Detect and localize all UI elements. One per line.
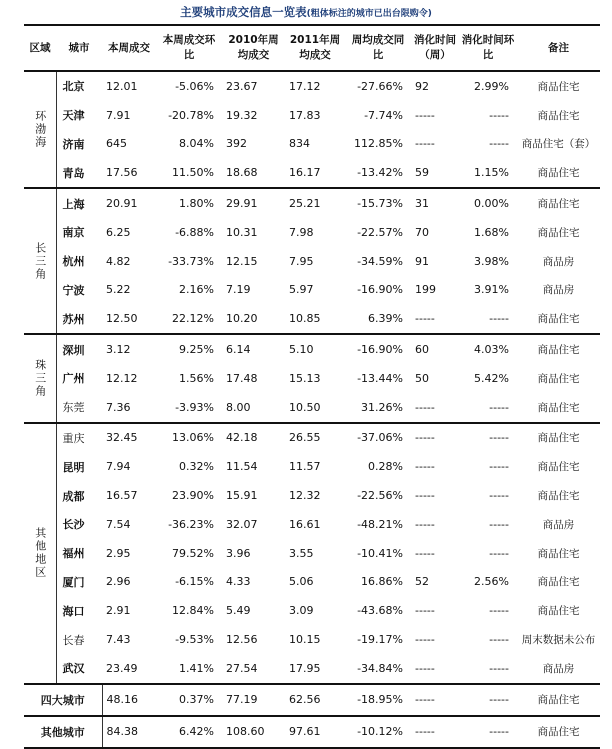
header-city: 城市	[68, 41, 90, 54]
week-volume-cell: 4.82	[106, 254, 131, 268]
avg-yoy-cell: -22.57%	[357, 225, 403, 239]
header-avg-2011: 2011年周均成交	[289, 34, 341, 61]
avg-2011-cell: 11.57	[289, 460, 321, 474]
header-row	[24, 25, 600, 71]
table-row	[24, 130, 600, 159]
digest-change-cell: -----	[489, 489, 509, 503]
week-volume-cell: 12.50	[102, 304, 156, 334]
avg-2010-cell: 12.15	[226, 254, 258, 268]
header-week-change: 本周成交环比	[162, 34, 216, 61]
digest-change-cell: 3.98%	[474, 254, 509, 268]
avg-2010-cell: 392	[226, 137, 247, 151]
note-cell: 商品住宅	[537, 605, 580, 618]
digest-change-cell: -----	[459, 684, 517, 716]
week-volume-cell: 7.91	[106, 108, 131, 122]
avg-2010-cell: 5.49	[226, 604, 251, 618]
avg-2010-cell: 4.33	[226, 575, 251, 589]
digest-weeks-cell: 199	[415, 283, 436, 297]
table-row	[24, 158, 600, 188]
digest-change-cell: 4.03%	[474, 343, 509, 357]
avg-2011-cell: 17.12	[289, 79, 321, 93]
note-cell: 商品住宅	[537, 547, 580, 560]
week-change-cell: -6.15%	[175, 575, 214, 589]
header-region: 区域	[29, 41, 51, 54]
avg-2010-cell: 19.32	[226, 108, 258, 122]
week-change-cell: 22.12%	[156, 304, 222, 334]
avg-2010-cell: 8.00	[222, 393, 285, 423]
avg-2011-cell: 16.61	[289, 517, 321, 531]
avg-yoy-cell: -27.66%	[357, 79, 403, 93]
digest-change-cell: 3.91%	[474, 283, 509, 297]
avg-2010-cell: 32.07	[226, 517, 258, 531]
avg-yoy-cell: 6.39%	[345, 304, 411, 334]
digest-weeks-cell: -----	[411, 716, 459, 748]
avg-yoy-cell: -18.95%	[345, 684, 411, 716]
city-name: 长沙	[62, 518, 85, 532]
table-row	[24, 188, 600, 218]
digest-weeks-cell: 92	[415, 79, 429, 93]
digest-weeks-cell: -----	[411, 684, 459, 716]
note-cell: 商品住宅	[517, 684, 600, 716]
avg-2010-cell: 10.31	[226, 225, 258, 239]
week-volume-cell: 23.49	[102, 654, 156, 684]
note-cell: 商品房	[542, 518, 575, 531]
week-change-cell: -33.73%	[168, 254, 214, 268]
table-row	[24, 539, 600, 568]
header-avg-yoy: 周均成交同比	[351, 34, 405, 61]
week-volume-cell: 48.16	[102, 684, 156, 716]
digest-weeks-cell: 70	[415, 225, 429, 239]
avg-2011-cell: 10.15	[289, 633, 321, 647]
table-row	[24, 423, 600, 453]
note-cell: 商品房	[542, 284, 575, 297]
digest-change-cell: -----	[459, 393, 517, 423]
city-name: 长春	[62, 633, 85, 647]
week-change-cell: 0.37%	[156, 684, 222, 716]
summary-label: 四大城市	[24, 684, 102, 716]
digest-weeks-cell: -----	[415, 137, 435, 151]
city-name: 杭州	[62, 255, 85, 269]
city-name: 成都	[62, 489, 85, 503]
digest-change-cell: -----	[459, 716, 517, 748]
avg-2010-cell: 29.91	[226, 197, 258, 211]
digest-weeks-cell: -----	[411, 304, 459, 334]
note-cell: 商品住宅	[537, 372, 580, 385]
table-row	[24, 481, 600, 510]
avg-yoy-cell: -48.21%	[357, 517, 403, 531]
city-name: 福州	[62, 547, 85, 561]
digest-change-cell: 2.99%	[474, 79, 509, 93]
avg-2010-cell: 10.20	[222, 304, 285, 334]
digest-change-cell: -----	[489, 604, 509, 618]
city-name: 天津	[62, 109, 85, 123]
note-cell: 商品住宅	[537, 344, 580, 357]
digest-change-cell: -----	[459, 654, 517, 684]
header-digest-change: 消化时间环比	[461, 34, 515, 61]
avg-2010-cell: 77.19	[222, 684, 285, 716]
avg-2011-cell: 97.61	[285, 716, 345, 748]
week-change-cell: -6.88%	[175, 225, 214, 239]
digest-change-cell: -----	[489, 108, 509, 122]
digest-weeks-cell: 50	[415, 371, 429, 385]
digest-change-cell: 2.56%	[474, 575, 509, 589]
week-change-cell: -20.78%	[168, 108, 214, 122]
digest-weeks-cell: 59	[411, 158, 459, 188]
note-cell: 商品住宅	[537, 432, 580, 445]
table-row	[24, 393, 600, 423]
table-row	[24, 276, 600, 305]
week-volume-cell: 645	[106, 137, 127, 151]
week-change-cell: -5.06%	[175, 79, 214, 93]
table-title	[0, 4, 612, 20]
avg-yoy-cell: 16.86%	[361, 575, 403, 589]
city-name: 北京	[62, 80, 85, 94]
week-volume-cell: 16.57	[106, 489, 138, 503]
week-volume-cell: 3.12	[106, 343, 131, 357]
avg-yoy-cell: -16.90%	[357, 283, 403, 297]
avg-2010-cell: 17.48	[226, 371, 258, 385]
city-name: 广州	[62, 372, 85, 386]
city-name: 宁波	[62, 283, 85, 297]
digest-change-cell: -----	[489, 460, 509, 474]
city-name: 深圳	[62, 343, 85, 357]
avg-2011-cell: 834	[289, 137, 310, 151]
table-row	[24, 364, 600, 393]
note-cell: 商品房	[517, 654, 600, 684]
table-row	[24, 596, 600, 625]
summary-label: 其他城市	[24, 716, 102, 748]
week-volume-cell: 2.91	[106, 604, 131, 618]
avg-yoy-cell: -7.74%	[364, 108, 403, 122]
avg-2011-cell: 5.06	[289, 575, 314, 589]
week-change-cell: 23.90%	[172, 489, 214, 503]
region-label: 长三角	[24, 188, 56, 334]
digest-weeks-cell: 52	[415, 575, 429, 589]
region-label: 珠三角	[24, 334, 56, 422]
summary-row	[24, 684, 600, 716]
week-volume-cell: 6.25	[106, 225, 131, 239]
city-name: 东莞	[56, 393, 102, 423]
note-cell: 商品住宅	[517, 716, 600, 748]
week-volume-cell: 5.22	[106, 283, 131, 297]
avg-2011-cell: 15.13	[289, 371, 321, 385]
avg-2011-cell: 3.09	[289, 604, 314, 618]
avg-2011-cell: 26.55	[289, 431, 321, 445]
digest-weeks-cell: -----	[415, 108, 435, 122]
digest-change-cell: -----	[489, 546, 509, 560]
summary-row	[24, 716, 600, 748]
week-volume-cell: 2.95	[106, 546, 131, 560]
avg-2011-cell: 25.21	[289, 197, 321, 211]
week-volume-cell: 17.56	[102, 158, 156, 188]
week-volume-cell: 20.91	[106, 197, 138, 211]
digest-weeks-cell: -----	[415, 489, 435, 503]
table-row	[24, 304, 600, 334]
digest-change-cell: -----	[459, 304, 517, 334]
week-change-cell: 12.84%	[172, 604, 214, 618]
avg-yoy-cell: -10.12%	[345, 716, 411, 748]
header-digest-weeks: 消化时间（周）	[414, 34, 456, 61]
table-row	[24, 218, 600, 247]
week-volume-cell: 32.45	[106, 431, 138, 445]
digest-weeks-cell: -----	[415, 517, 435, 531]
digest-change-cell: 0.00%	[474, 197, 509, 211]
city-name: 重庆	[62, 431, 85, 445]
note-cell: 商品房	[542, 255, 575, 268]
week-volume-cell: 7.94	[106, 460, 131, 474]
avg-2011-cell: 5.10	[289, 343, 314, 357]
avg-2010-cell: 23.67	[226, 79, 258, 93]
city-name: 济南	[62, 137, 85, 151]
avg-2010-cell: 15.91	[226, 489, 258, 503]
avg-yoy-cell: -13.42%	[345, 158, 411, 188]
city-name: 海口	[62, 604, 85, 618]
avg-2011-cell: 10.50	[285, 393, 345, 423]
avg-yoy-cell: -13.44%	[357, 371, 403, 385]
digest-change-cell: -----	[489, 517, 509, 531]
avg-yoy-cell: -19.17%	[357, 633, 403, 647]
avg-yoy-cell: -10.41%	[357, 546, 403, 560]
digest-weeks-cell: -----	[415, 460, 435, 474]
city-name: 厦门	[62, 575, 85, 589]
week-change-cell: 0.32%	[179, 460, 214, 474]
week-change-cell: 13.06%	[172, 431, 214, 445]
header-avg-2010: 2010年周均成交	[228, 34, 279, 61]
table-row	[24, 510, 600, 539]
region-label: 其他地区	[24, 423, 56, 684]
avg-2011-cell: 3.55	[289, 546, 314, 560]
week-volume-cell: 2.96	[106, 575, 131, 589]
digest-change-cell: -----	[489, 137, 509, 151]
note-cell: 商品住宅	[517, 158, 600, 188]
week-change-cell: 1.41%	[156, 654, 222, 684]
week-change-cell: 2.16%	[179, 283, 214, 297]
avg-2010-cell: 108.60	[222, 716, 285, 748]
title-text: 主要城市成交信息一览表	[180, 5, 307, 19]
avg-yoy-cell: -37.06%	[357, 431, 403, 445]
week-volume-cell: 84.38	[102, 716, 156, 748]
note-cell: 商品住宅	[537, 80, 580, 93]
avg-yoy-cell: -34.59%	[357, 254, 403, 268]
avg-yoy-cell: 31.26%	[345, 393, 411, 423]
digest-weeks-cell: -----	[411, 654, 459, 684]
avg-2010-cell: 7.19	[226, 283, 251, 297]
week-change-cell: 1.80%	[179, 197, 214, 211]
table-row	[24, 568, 600, 597]
week-change-cell: 79.52%	[172, 546, 214, 560]
avg-2011-cell: 7.98	[289, 225, 314, 239]
week-change-cell: -36.23%	[168, 517, 214, 531]
week-change-cell: -9.53%	[175, 633, 214, 647]
week-change-cell: 8.04%	[179, 137, 214, 151]
note-cell: 商品住宅	[517, 393, 600, 423]
avg-yoy-cell: -34.84%	[345, 654, 411, 684]
week-volume-cell: 12.01	[106, 79, 138, 93]
avg-2011-cell: 17.83	[289, 108, 321, 122]
city-name: 上海	[62, 197, 85, 211]
week-change-cell: -3.93%	[156, 393, 222, 423]
digest-weeks-cell: -----	[411, 393, 459, 423]
avg-2011-cell: 17.95	[285, 654, 345, 684]
week-volume-cell: 7.54	[106, 517, 131, 531]
avg-yoy-cell: -16.90%	[357, 343, 403, 357]
avg-2010-cell: 42.18	[226, 431, 258, 445]
digest-change-cell: -----	[489, 633, 509, 647]
city-name: 苏州	[56, 304, 102, 334]
digest-weeks-cell: 31	[415, 197, 429, 211]
avg-yoy-cell: 112.85%	[354, 137, 403, 151]
table-row	[24, 654, 600, 684]
table-row	[24, 247, 600, 276]
avg-yoy-cell: -22.56%	[357, 489, 403, 503]
avg-2010-cell: 3.96	[226, 546, 251, 560]
avg-yoy-cell: 0.28%	[368, 460, 403, 474]
avg-2011-cell: 62.56	[285, 684, 345, 716]
note-cell: 周末数据未公布	[521, 634, 596, 647]
avg-2010-cell: 12.56	[226, 633, 258, 647]
table-row	[24, 101, 600, 130]
city-name: 昆明	[62, 460, 85, 474]
digest-weeks-cell: -----	[415, 604, 435, 618]
digest-change-cell: 1.15%	[459, 158, 517, 188]
week-volume-cell: 7.43	[106, 633, 131, 647]
note-cell: 商品住宅	[537, 226, 580, 239]
note-cell: 商品住宅	[537, 576, 580, 589]
avg-2011-cell: 10.85	[285, 304, 345, 334]
note-cell: 商品住宅（套）	[521, 138, 596, 151]
note-cell: 商品住宅	[517, 304, 600, 334]
note-cell: 商品住宅	[537, 461, 580, 474]
note-cell: 商品住宅	[537, 490, 580, 503]
table-row	[24, 625, 600, 654]
avg-2011-cell: 12.32	[289, 489, 321, 503]
avg-2010-cell: 6.14	[226, 343, 251, 357]
table-row	[24, 334, 600, 364]
header-week-volume: 本周成交	[108, 41, 150, 54]
week-change-cell: 6.42%	[156, 716, 222, 748]
digest-weeks-cell: -----	[415, 633, 435, 647]
week-change-cell: 11.50%	[156, 158, 222, 188]
avg-2010-cell: 18.68	[222, 158, 285, 188]
city-name: 南京	[62, 226, 85, 240]
note-cell: 商品住宅	[537, 198, 580, 211]
week-change-cell: 9.25%	[179, 343, 214, 357]
digest-weeks-cell: -----	[415, 546, 435, 560]
avg-yoy-cell: -15.73%	[357, 197, 403, 211]
digest-weeks-cell: 91	[415, 254, 429, 268]
avg-2010-cell: 11.54	[226, 460, 258, 474]
table-body	[24, 71, 600, 748]
region-label: 环渤海	[24, 71, 56, 188]
city-name: 青岛	[56, 158, 102, 188]
week-change-cell: 1.56%	[179, 371, 214, 385]
week-volume-cell: 7.36	[102, 393, 156, 423]
week-volume-cell: 12.12	[106, 371, 138, 385]
avg-2010-cell: 27.54	[222, 654, 285, 684]
digest-change-cell: 5.42%	[474, 371, 509, 385]
note-cell: 商品住宅	[537, 109, 580, 122]
table-row	[24, 452, 600, 481]
header-note: 备注	[548, 41, 569, 54]
avg-yoy-cell: -43.68%	[357, 604, 403, 618]
avg-2011-cell: 16.17	[285, 158, 345, 188]
digest-change-cell: 1.68%	[474, 225, 509, 239]
title-note: (粗体标注的城市已出台限购令)	[306, 9, 432, 19]
city-transaction-table	[24, 24, 600, 749]
digest-weeks-cell: -----	[415, 431, 435, 445]
avg-2011-cell: 7.95	[289, 254, 314, 268]
avg-2011-cell: 5.97	[289, 283, 314, 297]
table-row	[24, 71, 600, 101]
digest-change-cell: -----	[489, 431, 509, 445]
city-name: 武汉	[56, 654, 102, 684]
digest-weeks-cell: 60	[415, 343, 429, 357]
